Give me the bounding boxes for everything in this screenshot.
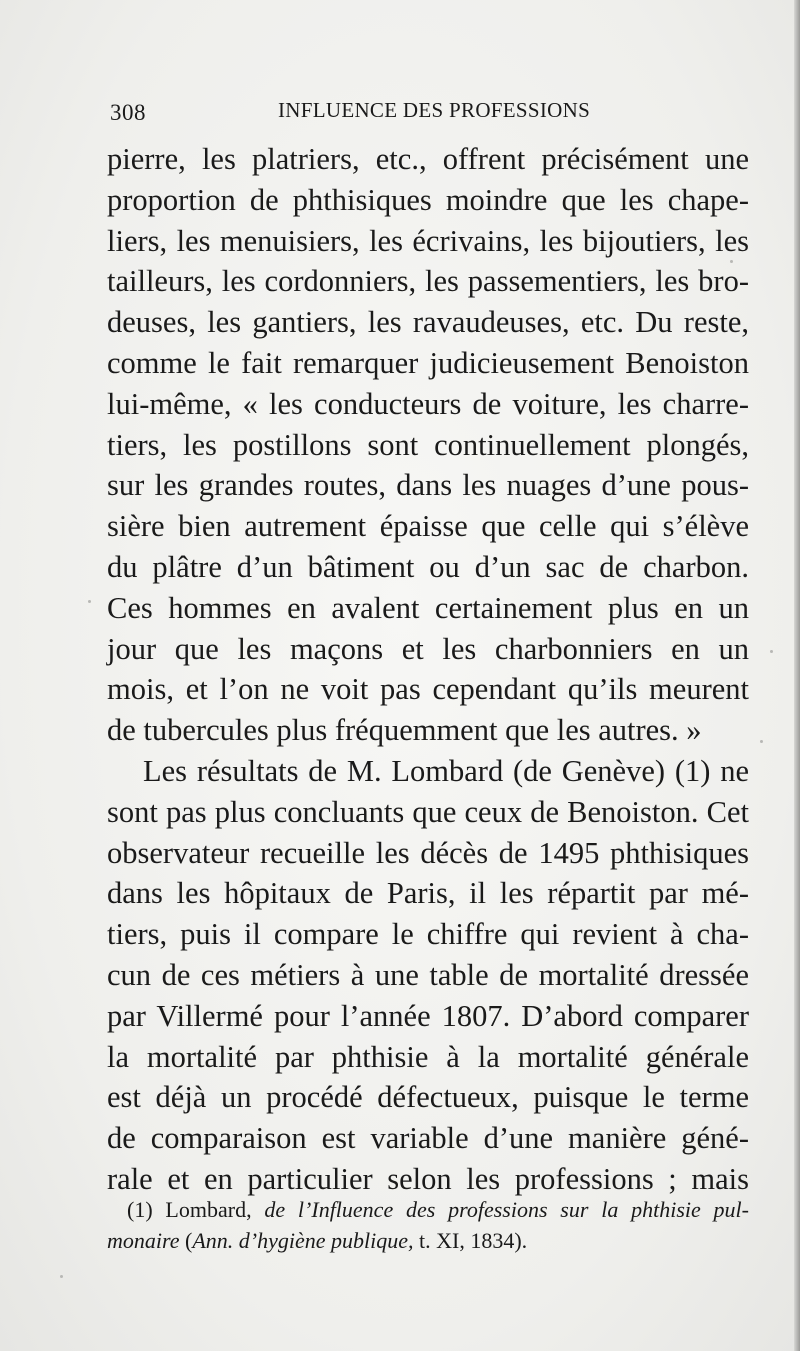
text-line: comme le fait remarquer judicieusement Benoiston xyxy=(107,345,749,380)
text-line: cun de ces métiers à une table de mortalité dressée xyxy=(107,957,749,992)
paper-speck xyxy=(730,260,733,263)
text-line: sière bien autrement épaisse que celle qui s’élève xyxy=(107,509,749,544)
footnote-journal: Ann. d’hygiène publique, xyxy=(192,1228,414,1253)
text-line: tiers, puis il compare le chiffre qui revient à cha- xyxy=(107,917,749,952)
paper-speck xyxy=(60,1275,63,1278)
footnote-line xyxy=(107,1194,749,1225)
footnote-marker-author: (1) Lombard, xyxy=(127,1197,265,1222)
text-line: la mortalité par phthisie à la mortalité générale xyxy=(107,1039,749,1074)
page-number: 308 xyxy=(110,100,146,125)
text-line: de tubercules plus fréquemment que les autres. » xyxy=(107,713,702,748)
paper-speck xyxy=(770,650,773,653)
text-line: sont pas plus concluants que ceux de Benoiston. Cet xyxy=(107,794,749,829)
footnote-title-end: monaire xyxy=(107,1228,180,1253)
text-line: par Villermé pour l’année 1807. D’abord comparer xyxy=(107,998,749,1033)
running-title: INFLUENCE DES PROFESSIONS xyxy=(278,98,591,122)
text-line: tiers, les postillons sont continuellement plongés, xyxy=(107,427,749,462)
paper-speck xyxy=(760,740,763,743)
text-line: sur les grandes routes, dans les nuages d’une pous- xyxy=(107,468,749,503)
text-line: proportion de phthisiques moindre que les chape- xyxy=(107,182,749,217)
footnote-title: de l’Influence des professions sur la phthisie pul- xyxy=(264,1197,749,1222)
text-line: deuses, les gantiers, les ravaudeuses, etc. Du reste, xyxy=(107,305,749,340)
footnote xyxy=(107,1194,749,1256)
text-line: tailleurs, les cordonniers, les passementiers, les bro- xyxy=(107,264,749,299)
text-line: pierre, les platriers, etc., offrent précisément une xyxy=(107,142,749,176)
text-line: dans les hôpitaux de Paris, il les répartit par mé- xyxy=(107,876,749,911)
text-line: est déjà un procédé défectueux, puisque le terme xyxy=(107,1080,749,1115)
text-line: lui-même, « les conducteurs de voiture, les charre- xyxy=(107,386,749,421)
page-header xyxy=(108,96,758,130)
paper-speck xyxy=(88,600,91,603)
text-line: observateur recueille les décès de 1495 phthisiques xyxy=(107,835,749,870)
footnote-volume-year: t. XI, 1834). xyxy=(413,1228,528,1253)
text-line: Ces hommes en avalent certainement plus en un xyxy=(107,590,749,625)
text-line: du plâtre d’un bâtiment ou d’un sac de charbon. xyxy=(107,549,749,584)
page-edge-shadow xyxy=(794,0,800,1351)
footnote-line xyxy=(107,1225,749,1256)
text-line: jour que les maçons et les charbonniers en un xyxy=(107,631,749,666)
body-text xyxy=(107,139,749,1200)
paragraph-start-line: Les résultats de M. Lombard (de Genève) (1) ne xyxy=(143,753,749,788)
text-line: rale et en particulier selon les professions ; mais xyxy=(107,1161,749,1196)
text-line: mois, et l’on ne voit pas cependant qu’ils meurent xyxy=(107,672,749,707)
text-line: liers, les menuisiers, les écrivains, les bijoutiers, les xyxy=(107,223,749,258)
footnote-paren: ( xyxy=(179,1228,193,1253)
text-line: de comparaison est variable d’une manière géné- xyxy=(107,1121,749,1156)
